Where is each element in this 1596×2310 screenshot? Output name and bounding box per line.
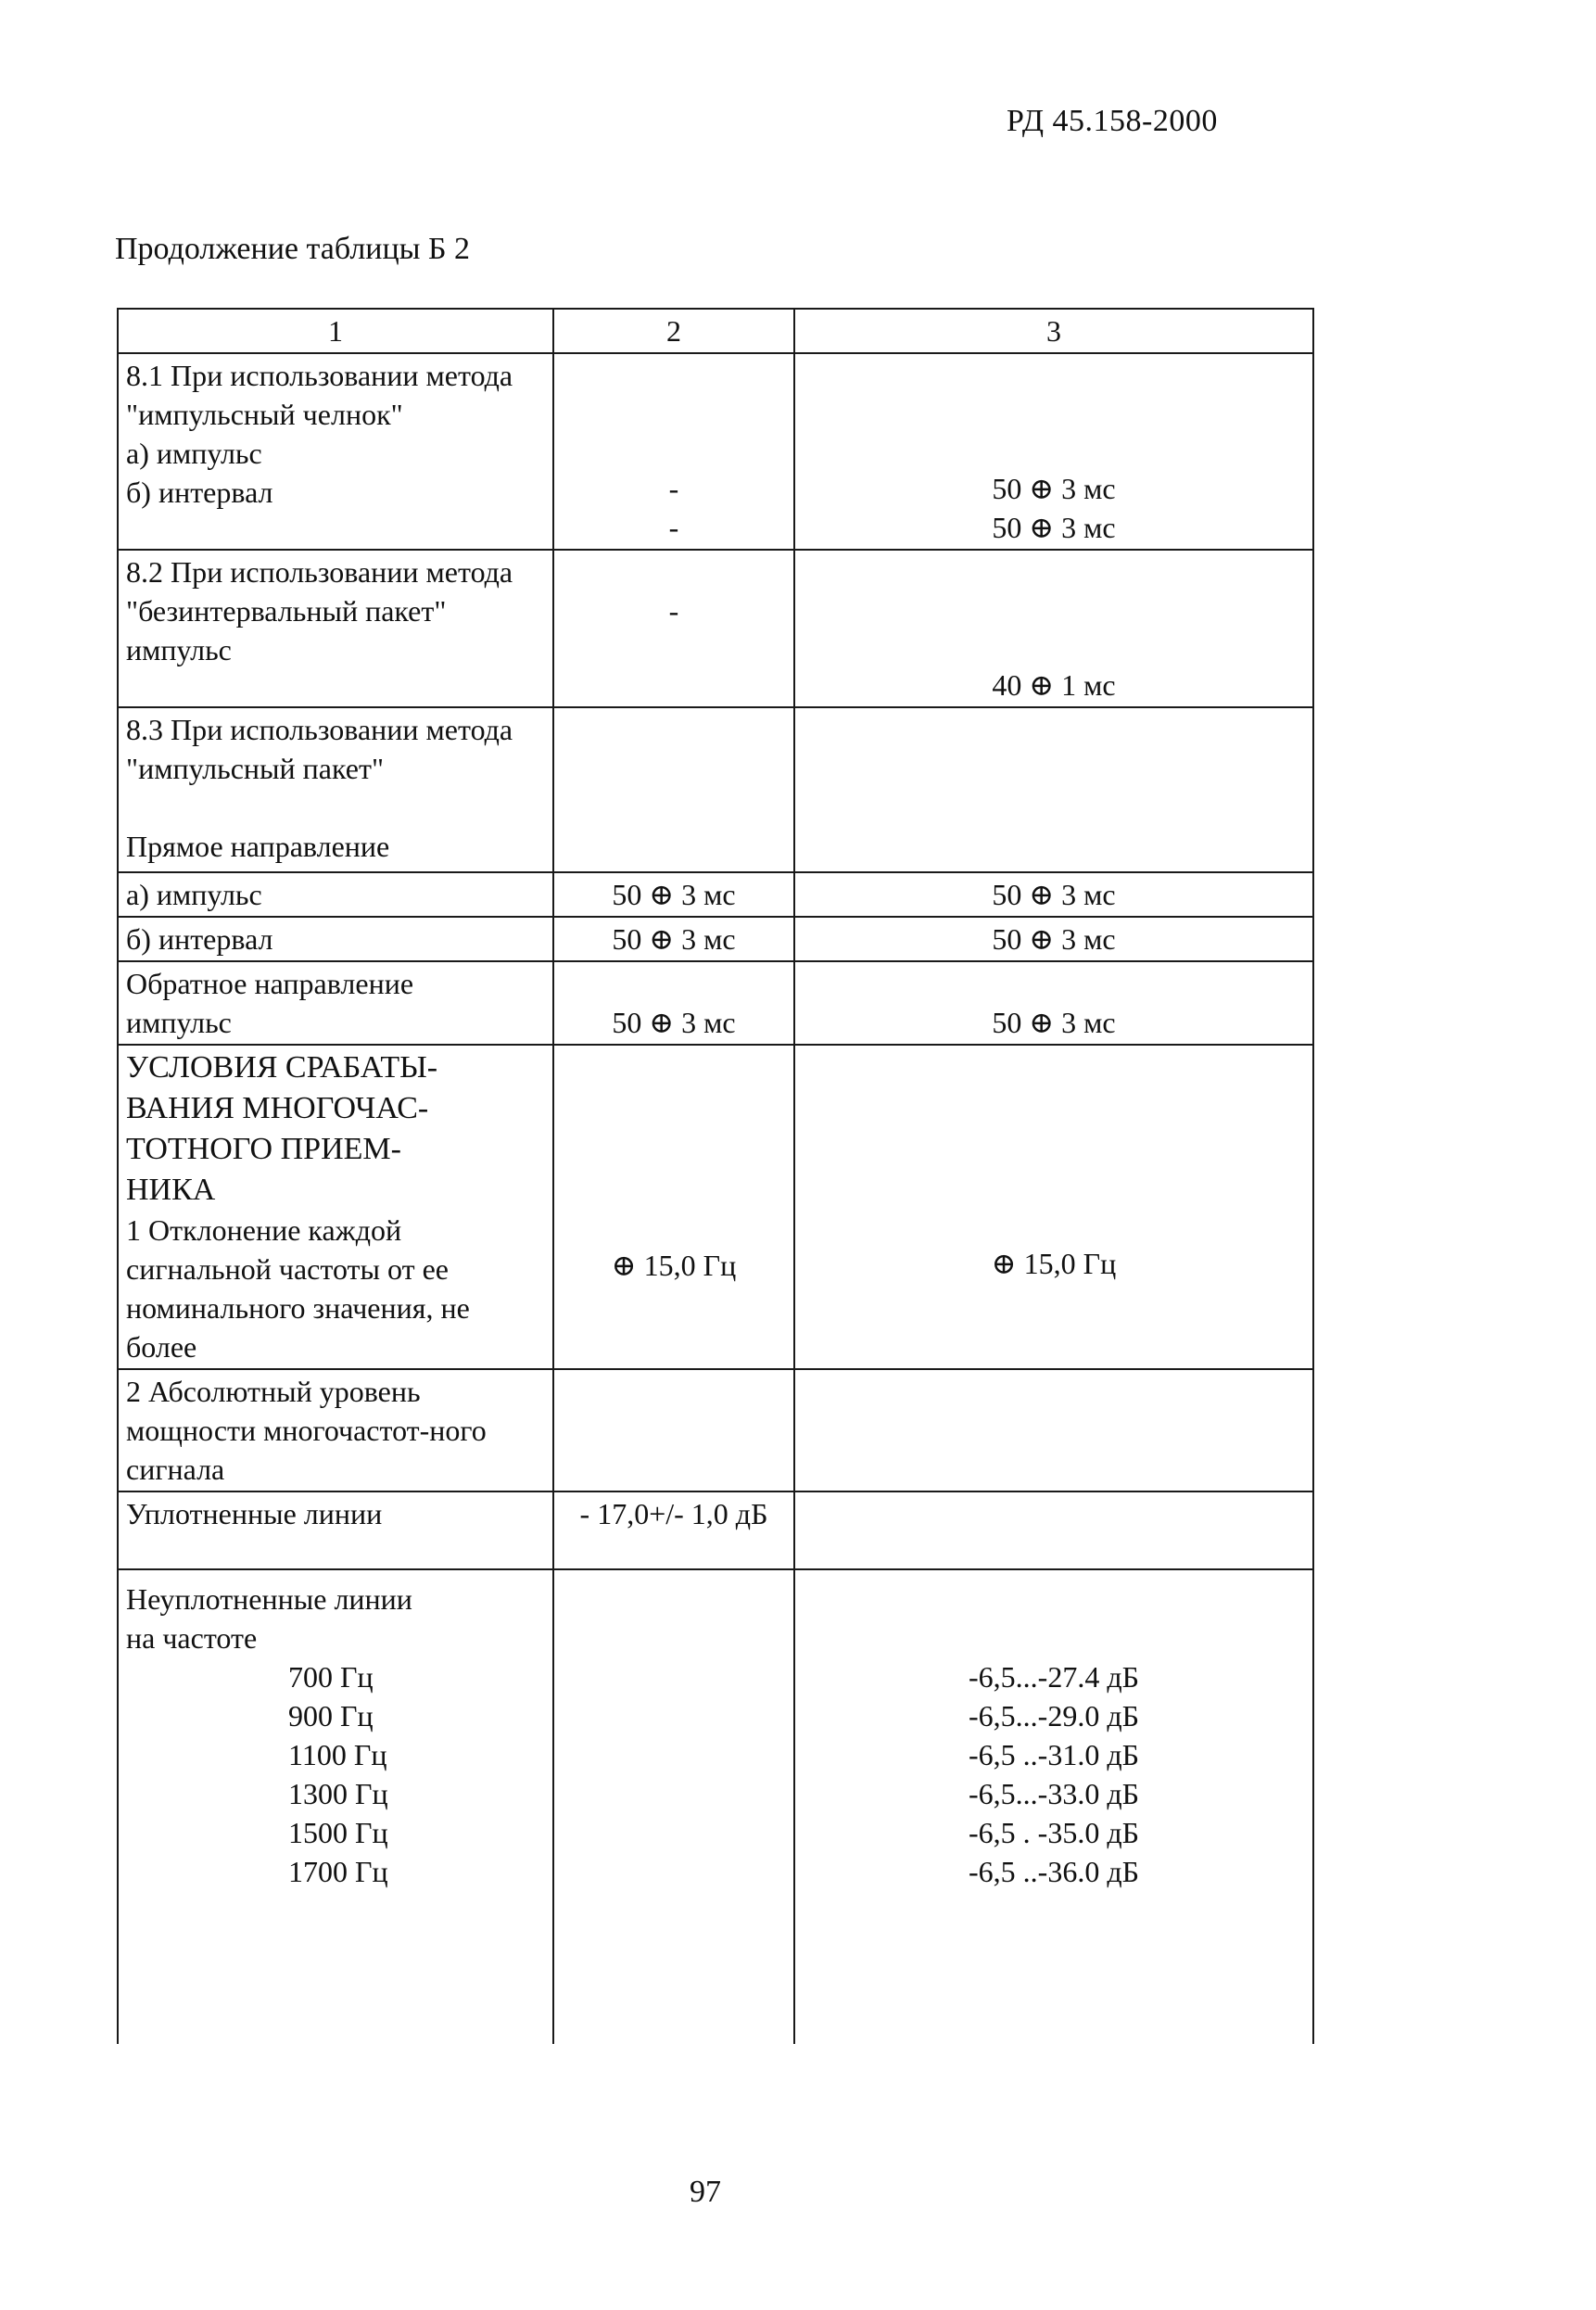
table-row <box>118 961 1313 1045</box>
reverse-label <box>118 961 553 1045</box>
text-line: Прямое направление <box>126 830 390 863</box>
text-line: 1 Отклонение каждой <box>126 1213 402 1247</box>
row-8-3-label <box>118 707 553 872</box>
pulse-label: а) импульс <box>118 872 553 917</box>
table-row <box>118 353 1313 550</box>
unsealed-lines-col3 <box>794 1569 1313 2044</box>
text-line: на частоте <box>126 1621 258 1655</box>
table-row <box>118 872 1313 917</box>
conditions-col2: ⊕ 15,0 Гц <box>553 1045 794 1369</box>
section-title-line: ТОТНОГО ПРИЕМ- <box>126 1132 401 1166</box>
level-range: -6,5 ..-31.0 дБ <box>969 1738 1139 1771</box>
column-header-3: 3 <box>794 309 1313 353</box>
document-code: РД 45.158-2000 <box>1007 104 1218 138</box>
interval-label: б) интервал <box>118 917 553 961</box>
text-line: более <box>126 1330 197 1364</box>
table-row <box>118 550 1313 707</box>
section-title-line: ВАНИЯ МНОГОЧАС- <box>126 1091 429 1125</box>
text-line: 2 Абсолютный уровень <box>126 1375 421 1408</box>
frequency-value: 700 Гц <box>288 1660 374 1694</box>
sealed-lines-label: Уплотненные линии <box>118 1491 553 1569</box>
sealed-lines-col3 <box>794 1491 1313 1569</box>
frequency-value: 1500 Гц <box>288 1816 388 1849</box>
conditions-col3: ⊕ 15,0 Гц <box>794 1045 1313 1369</box>
pulse-col3: 50 ⊕ 3 мс <box>794 872 1313 917</box>
level-range: -6,5...-33.0 дБ <box>969 1777 1139 1810</box>
text-line: 8.3 При использовании метода <box>126 713 513 746</box>
cell-value: - <box>668 511 679 544</box>
unsealed-lines-col2 <box>553 1569 794 2044</box>
table-row <box>118 917 1313 961</box>
level-range: -6,5...-29.0 дБ <box>969 1699 1139 1732</box>
level-label <box>118 1369 553 1491</box>
frequency-value: 900 Гц <box>288 1699 374 1732</box>
unsealed-lines-label <box>118 1569 553 2044</box>
row-8-1-col2 <box>553 353 794 550</box>
text-line: номинального значения, не <box>126 1291 470 1325</box>
text-line: сигнала <box>126 1453 225 1486</box>
table-row <box>118 1369 1313 1491</box>
text-line: а) импульс <box>126 437 262 470</box>
conditions-label <box>118 1045 553 1369</box>
text-line: "импульсный челнок" <box>126 398 403 431</box>
cell-value: - <box>668 472 679 505</box>
row-8-3-col3 <box>794 707 1313 872</box>
text-line: мощности многочастот-ного <box>126 1414 487 1447</box>
row-8-2-col3 <box>794 550 1313 707</box>
cell-value: 40 ⊕ 1 мс <box>992 668 1116 702</box>
cell-value: - <box>668 594 679 628</box>
row-8-3-col2 <box>553 707 794 872</box>
table-row <box>118 707 1313 872</box>
row-8-1-label <box>118 353 553 550</box>
table-row <box>118 1045 1313 1369</box>
text-line: 8.1 При использовании метода <box>126 359 513 392</box>
page-number: 97 <box>690 2175 721 2209</box>
text-line <box>126 788 545 827</box>
pulse-col2: 50 ⊕ 3 мс <box>553 872 794 917</box>
row-8-2-col2 <box>553 550 794 707</box>
cell-value: 50 ⊕ 3 мс <box>992 511 1116 544</box>
level-col3 <box>794 1369 1313 1491</box>
column-header-2: 2 <box>553 309 794 353</box>
frequency-value: 1300 Гц <box>288 1777 388 1810</box>
row-8-1-col3 <box>794 353 1313 550</box>
reverse-col2: 50 ⊕ 3 мс <box>553 961 794 1045</box>
text-line: сигнальной частоты от ее <box>126 1252 449 1286</box>
sealed-lines-col2: - 17,0+/- 1,0 дБ <box>553 1491 794 1569</box>
frequency-value: 1700 Гц <box>288 1855 388 1888</box>
spec-table <box>117 308 1314 2044</box>
text-line: Обратное направление <box>126 967 414 1000</box>
level-range: -6,5...-27.4 дБ <box>969 1660 1139 1694</box>
text-line: 8.2 При использовании метода <box>126 555 513 589</box>
text-line: Неуплотненные линии <box>126 1582 412 1616</box>
text-line: "безинтервальный пакет" <box>126 594 447 628</box>
level-range: -6,5 . -35.0 дБ <box>969 1816 1139 1849</box>
section-title-line: УСЛОВИЯ СРАБАТЫ- <box>126 1050 438 1085</box>
text-line: импульс <box>126 633 232 666</box>
cell-value: 50 ⊕ 3 мс <box>992 472 1116 505</box>
frequency-value: 1100 Гц <box>288 1738 387 1771</box>
text-line: импульс <box>126 1006 232 1039</box>
interval-col3: 50 ⊕ 3 мс <box>794 917 1313 961</box>
table-caption: Продолжение таблицы Б 2 <box>115 232 471 266</box>
text-line: "импульсный пакет" <box>126 752 384 785</box>
column-header-row <box>118 309 1313 353</box>
column-header-1: 1 <box>118 309 553 353</box>
table-row <box>118 1569 1313 2044</box>
section-title-line: НИКА <box>126 1173 216 1207</box>
text-line: б) интервал <box>126 476 273 509</box>
level-range: -6,5 ..-36.0 дБ <box>969 1855 1139 1888</box>
interval-col2: 50 ⊕ 3 мс <box>553 917 794 961</box>
level-col2 <box>553 1369 794 1491</box>
table-row <box>118 1491 1313 1569</box>
reverse-col3: 50 ⊕ 3 мс <box>794 961 1313 1045</box>
row-8-2-label <box>118 550 553 707</box>
